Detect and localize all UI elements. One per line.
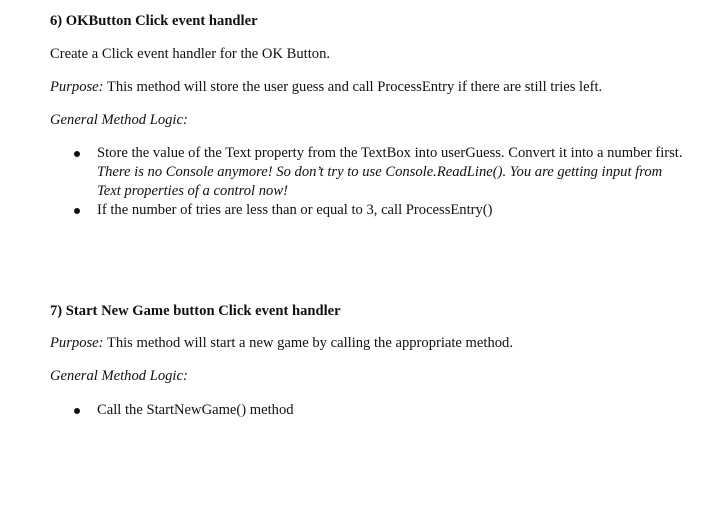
- purpose-label: Purpose:: [50, 79, 104, 95]
- bullet-icon: [74, 408, 80, 414]
- section-7-heading: 7) Start New Game button Click event handler: [50, 303, 341, 319]
- bullet-italic-note: There is no Console anymore! So don’t try to use Console.ReadLine(). You are getting input from Text properties of a control now!: [97, 164, 663, 199]
- list-item: [0, 201, 687, 220]
- bullet-text: Store the value of the Text property from the TextBox into userGuess. Convert it into a number first.: [97, 145, 683, 161]
- bullet-text: If the number of tries are less than or equal to 3, call ProcessEntry(): [97, 202, 493, 218]
- section-6-purpose: [50, 78, 602, 97]
- purpose-text: This method will store the user guess and call ProcessEntry if there are still tries left.: [103, 79, 603, 95]
- bullet-icon: [74, 151, 80, 157]
- section-6-bullet-list: [0, 144, 687, 220]
- section-6-logic-label: General Method Logic:: [50, 112, 188, 128]
- list-item: [0, 401, 687, 420]
- bullet-icon: [74, 208, 80, 214]
- section-7-purpose: [50, 334, 513, 353]
- purpose-label: Purpose:: [50, 335, 104, 351]
- section-7-logic-label: General Method Logic:: [50, 368, 188, 384]
- section-6-heading: 6) OKButton Click event handler: [50, 13, 258, 29]
- list-item: [0, 144, 687, 201]
- purpose-text: This method will start a new game by calling the appropriate method.: [103, 335, 513, 351]
- bullet-text: Call the StartNewGame() method: [97, 402, 294, 418]
- section-6-intro: Create a Click event handler for the OK Button.: [50, 46, 331, 62]
- section-7-bullet-list: [0, 401, 687, 420]
